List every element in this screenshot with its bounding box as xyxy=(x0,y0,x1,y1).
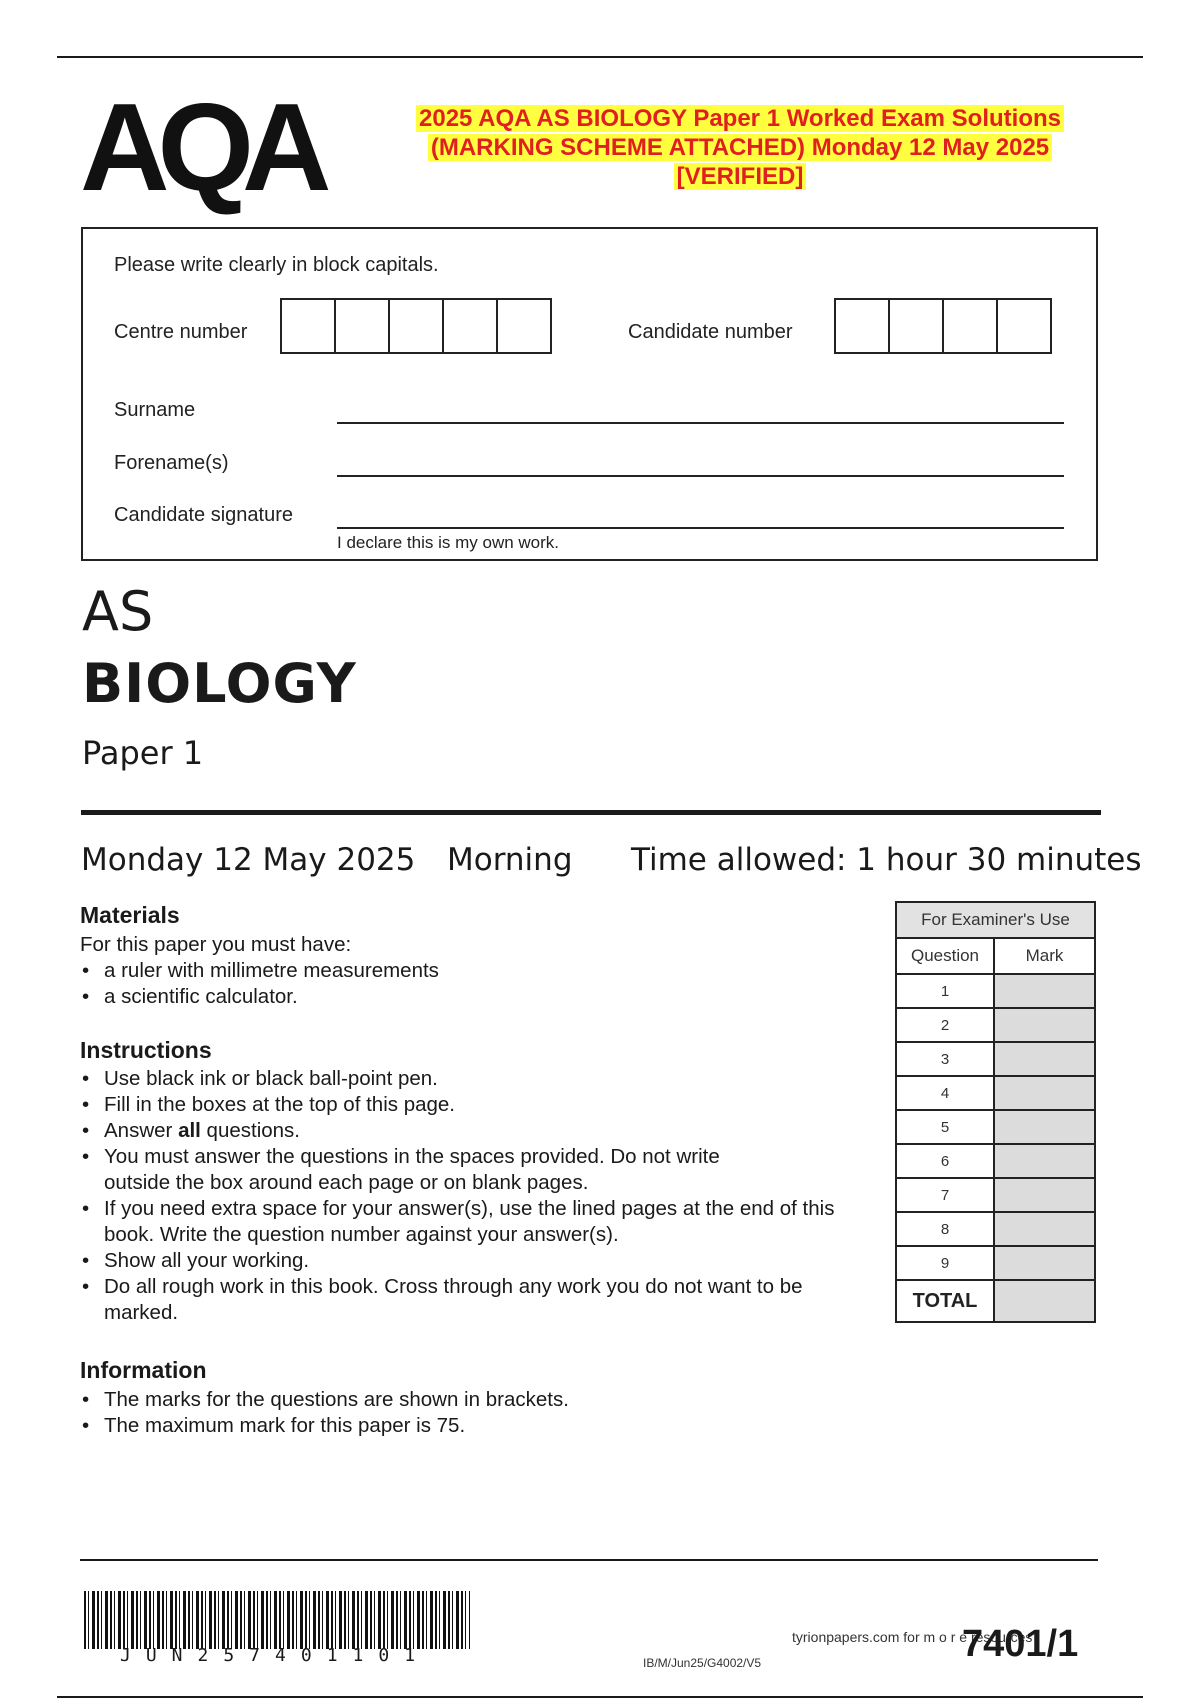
centre-number-digit[interactable] xyxy=(442,298,498,354)
candidate-number-digit[interactable] xyxy=(888,298,944,354)
banner-line-2: (MARKING SCHEME ATTACHED) Monday 12 May 2025 xyxy=(428,134,1052,161)
top-rule xyxy=(57,56,1143,58)
materials-heading: Materials xyxy=(80,902,180,928)
mark-cell xyxy=(994,1008,1095,1042)
barcode-number: JUN257401101 xyxy=(120,1645,431,1666)
candidate-number-label: Candidate number xyxy=(628,321,793,343)
mark-cell xyxy=(994,1076,1095,1110)
exam-session: Morning xyxy=(447,842,573,878)
aqa-logo: AQA xyxy=(80,79,320,217)
question-number: 1 xyxy=(896,974,994,1008)
mark-cell xyxy=(994,1144,1095,1178)
bottom-rule xyxy=(57,1696,1143,1698)
instructions-heading: Instructions xyxy=(80,1037,212,1063)
question-number: 8 xyxy=(896,1212,994,1246)
centre-number-digit[interactable] xyxy=(496,298,552,354)
mark-cell xyxy=(994,1212,1095,1246)
list-item: • Do all rough work in this book. Cross through any work you do not want to be marked. xyxy=(80,1274,824,1326)
list-item: • a scientific calculator. xyxy=(80,984,840,1010)
candidate-number-digit[interactable] xyxy=(942,298,998,354)
list-item: • If you need extra space for your answer(s), use the lined pages at the end of this book. Write the question number against your answer(s). xyxy=(80,1196,860,1248)
instructions-list xyxy=(80,1066,860,1326)
paper-code: 7401/1 xyxy=(962,1623,1079,1665)
examiners-use-table xyxy=(895,901,1096,1323)
candidate-number-boxes[interactable] xyxy=(834,298,1052,354)
paper-number: Paper 1 xyxy=(82,734,204,772)
centre-number-boxes[interactable] xyxy=(280,298,552,354)
materials-list xyxy=(80,958,840,1010)
information-list xyxy=(80,1387,840,1439)
question-number: 5 xyxy=(896,1110,994,1144)
list-item: • You must answer the questions in the spaces provided. Do not write outside the box around each page or on blank pages. xyxy=(80,1144,784,1196)
qualification-level: AS xyxy=(82,580,154,643)
total-label: TOTAL xyxy=(896,1280,994,1322)
candidate-number-digit[interactable] xyxy=(834,298,890,354)
surname-line[interactable] xyxy=(337,422,1064,424)
centre-number-label: Centre number xyxy=(114,321,248,343)
highlighted-title-banner xyxy=(330,104,1150,191)
question-number: 4 xyxy=(896,1076,994,1110)
question-number: 2 xyxy=(896,1008,994,1042)
time-allowed: Time allowed: 1 hour 30 minutes xyxy=(631,842,1142,878)
mark-cell xyxy=(994,1110,1095,1144)
surname-label: Surname xyxy=(114,399,196,421)
list-item: • The maximum mark for this paper is 75. xyxy=(80,1413,840,1439)
mark-cell xyxy=(994,1042,1095,1076)
exam-date: Monday 12 May 2025 xyxy=(81,842,416,878)
banner-line-3: [VERIFIED] xyxy=(674,163,807,190)
barcode-image xyxy=(84,1591,470,1649)
information-heading: Information xyxy=(80,1357,207,1383)
centre-number-digit[interactable] xyxy=(280,298,336,354)
forenames-line[interactable] xyxy=(337,475,1064,477)
question-number: 6 xyxy=(896,1144,994,1178)
question-column-header: Question xyxy=(896,938,994,974)
document-reference: IB/M/Jun25/G4002/V5 xyxy=(643,1656,762,1670)
title-divider xyxy=(81,810,1101,815)
candidate-number-digit[interactable] xyxy=(996,298,1052,354)
answer-all-after: questions. xyxy=(200,1119,301,1142)
centre-number-digit[interactable] xyxy=(334,298,390,354)
declaration-text: I declare this is my own work. xyxy=(337,533,560,552)
question-number: 7 xyxy=(896,1178,994,1212)
signature-line[interactable] xyxy=(337,527,1064,529)
list-item: • Fill in the boxes at the top of this page. xyxy=(80,1092,860,1118)
forenames-label: Forename(s) xyxy=(114,452,229,474)
block-capitals-instruction: Please write clearly in block capitals. xyxy=(114,254,439,276)
examiners-use-title: For Examiner's Use xyxy=(896,902,1095,938)
list-item: • Use black ink or black ball-point pen. xyxy=(80,1066,860,1092)
centre-number-digit[interactable] xyxy=(388,298,444,354)
list-item: • a ruler with millimetre measurements xyxy=(80,958,840,984)
total-mark-cell xyxy=(994,1280,1095,1322)
answer-all-bold: all xyxy=(178,1119,201,1142)
question-number: 9 xyxy=(896,1246,994,1280)
mark-cell xyxy=(994,974,1095,1008)
list-item: • Show all your working. xyxy=(80,1248,860,1274)
mark-column-header: Mark xyxy=(994,938,1095,974)
mark-cell xyxy=(994,1246,1095,1280)
answer-all-before: Answer xyxy=(104,1119,179,1142)
signature-label: Candidate signature xyxy=(114,504,294,526)
question-number: 3 xyxy=(896,1042,994,1076)
website-watermark: tyrionpapers.com for m o r e resources xyxy=(792,1629,1033,1645)
footer-rule xyxy=(80,1559,1098,1561)
subject-title: BIOLOGY xyxy=(82,652,357,715)
banner-line-1: 2025 AQA AS BIOLOGY Paper 1 Worked Exam Solutions xyxy=(416,105,1064,132)
materials-intro: For this paper you must have: xyxy=(80,933,352,956)
list-item xyxy=(80,1118,860,1144)
list-item: • The marks for the questions are shown in brackets. xyxy=(80,1387,840,1413)
mark-cell xyxy=(994,1178,1095,1212)
